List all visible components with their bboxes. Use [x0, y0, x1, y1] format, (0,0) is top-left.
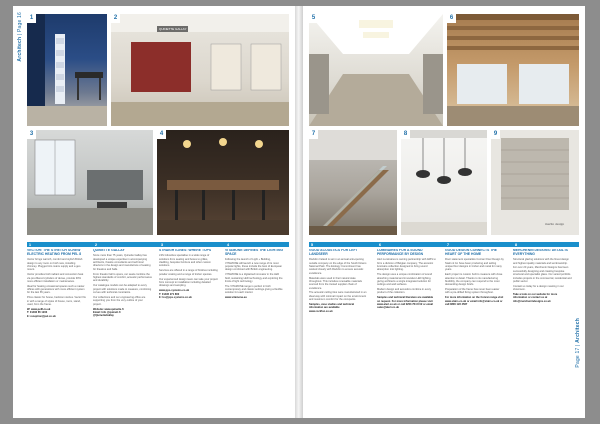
article-contact: Take a look on our website for more information or contact us at info@merchenindesigns.co.uk	[513, 293, 558, 303]
article-contact: W: www.pel8.co.uk T: 01483 85 1233 E: reception@pel.co.uk	[27, 308, 56, 318]
article-title: GOOD ACOUSTICS FOR LEFT LANDSEER	[309, 249, 358, 256]
photo-number: 7	[309, 130, 318, 139]
photo-number: 2	[111, 14, 120, 23]
article-paragraph: The VITAMONE range is perfect in both contemporary and classic settings giving a flexible solution for each interior.	[225, 284, 283, 295]
article-title: GOOD DESIGN CONNECTS THE HEART OF THE HOME	[445, 249, 497, 256]
article-contact: Samples, case studies and technical information are available www.rockfon.co.uk	[309, 303, 354, 313]
article-paragraph: Materials were used in their natural state throughout. This includes renewable materials sourced from the trusted supplier chain of excellence.	[309, 276, 362, 290]
article-paragraph: For over 20 years, Merchenin Designs has been successfully designing and creating bespoke structural and specialist glass. Our varied portfolio includes projects in the commercial, residential and public sector.	[513, 266, 572, 283]
article-paragraph: Modern design and acoustics combine in every product of the collection.	[377, 288, 432, 295]
article-paragraph: From theatre hall to opera, our seats combine the highest standards of comfort, acoustic performance and durability.	[93, 272, 152, 283]
photo-number: 5	[309, 14, 318, 23]
photo-4	[157, 130, 289, 235]
article-paragraph: Rockfon Ireland is set in an annual anti-opening outside company on the edge of the South Downs National Park. The Ecology Commitment has worked closely with Rockfon to ensure acoustic excellence.	[309, 258, 367, 275]
right-folio: Page 17 | Architech	[575, 318, 581, 368]
left-caption-band	[27, 242, 289, 247]
article-quinette	[93, 249, 152, 409]
article-title: STRAIGHTLINES: WHERE TOPS	[159, 249, 212, 252]
article-paragraph: Vector brings warmth, comfort and stylish British design to any room on both new, installing chimney. Plugged into mains supply and a geo mount.	[27, 258, 83, 272]
article-straightlines	[159, 249, 218, 409]
article-title: VITAMONE DEFINES THE LIGHTING SPACE	[225, 249, 284, 256]
article-title: MERCHENIN DESIGNS: DETAIL IS EVERYTHING	[513, 249, 568, 256]
article-paragraph: Ideal for heating occasional spaces such a master offices with generations with more efficient system for the last 65 years.	[27, 284, 85, 295]
lobby-scene	[27, 14, 107, 126]
article-rockfon	[309, 249, 368, 409]
gallery-scene	[111, 14, 289, 126]
band-number-4: 4	[226, 242, 230, 247]
photo-number: 9	[491, 130, 500, 139]
article-paragraph: Since more than 75 years, Quinette Gallay has developed a unique expertise in accompanying architects, theatre consultants and technical directors in the design and manufacture of seating for theatres and halls.	[93, 254, 151, 271]
article-paragraph: Our catalogue models can be adapted to every project with solutions made to measure, combining curves with technical constraints.	[93, 284, 152, 295]
article-paragraph: Services are offered in a range of finishes including powder coating and a range of timber species.	[159, 269, 218, 276]
gallery-overlay-label: QUINETTE GALLAY	[159, 27, 187, 31]
photo-number: 3	[27, 130, 36, 139]
article-paragraph: Each project is custom built to measure with close attention to detail. Thanks to its manufacturing flexibility, the company can respond to the most demanding design briefs.	[445, 273, 503, 287]
article-paragraph: Preparation of the frame has never been easier with a pre-drilled fixing system throughout.	[445, 288, 500, 295]
article-paragraph: Our experienced design team can take your project from concept to installation including detailed drawings and sampling.	[159, 277, 218, 288]
article-luminaires	[377, 249, 436, 409]
restaurant-scene	[157, 130, 289, 235]
book-spine	[295, 6, 303, 418]
photo-5	[309, 14, 443, 126]
article-paragraph: Contact us today for a design meeting in our showroom.	[513, 284, 564, 292]
article-vector	[27, 249, 86, 409]
article-paragraph: Structural glazing solutions with the finest design and highest quality materials and workmanship.	[513, 258, 569, 265]
photo-number: 8	[401, 130, 410, 139]
article-contact: www.vitamone.eu	[225, 296, 247, 300]
article-paragraph: Following the launch of Light + Building, VITAMONE will launch a new range of its most popular lights, these include the best of European design combined with British engineering.	[225, 258, 282, 272]
article-paragraph: Our collections and our engineering office are supporting you from the very outline of your project.	[93, 295, 146, 306]
article-title: QUINETTE GALLAY	[93, 249, 125, 252]
article-title: LUMINAIRES FOR A SOUND PERFORMANCE BY DESIGN	[377, 249, 424, 256]
article-paragraph: LSS Industries specialise in a wide range of solutions from seating and boxes to grilles, cladding, bespoke furniture and other custom solutions.	[159, 254, 211, 268]
article-paragraph: Alert Luminaires is owning partnership with ARIS to form a division of Belgian company, The acoustic luminaire collection designed to bring sound absorption into lighting.	[377, 258, 436, 272]
article-paragraph: VITAMONE is a digital-led innovator in the LED field, sustaining LED technology and exploring the limits of light technology.	[225, 273, 283, 283]
concrete-panel-scene	[491, 130, 579, 235]
article-contact: www.pps-systems.co.uk T: 01495 271 800 E: lss@pps-systems.co.uk	[159, 289, 192, 299]
photo-number: 1	[27, 14, 36, 23]
photo-number: 6	[447, 14, 456, 23]
article-paragraph: The design uses a unique combination of sound absorbing material and innovative LED lighting, giving architects a single integrated solution for ceilings and wall surfaces.	[377, 273, 433, 287]
photo-9	[491, 130, 579, 235]
right-caption-band	[309, 242, 579, 247]
article-merchenin	[513, 249, 572, 409]
band-number-5: 5	[310, 242, 314, 247]
left-page	[13, 6, 295, 418]
photo-number: 4	[157, 130, 166, 139]
room-scene	[27, 130, 153, 235]
article-contact: Samples and technical literature are available on request. For more information please visit www.alert.co.uk or call 0203 764 8 02 or email sales@alert.co.uk	[377, 296, 434, 310]
left-folio: Architech | Page 16	[17, 12, 23, 62]
band-number-7: 7	[446, 242, 450, 247]
right-page	[303, 6, 585, 418]
band-number-8: 8	[514, 242, 518, 247]
staircase-scene	[309, 130, 397, 235]
article-vitamone	[225, 249, 284, 409]
band-number-1: 1	[28, 242, 32, 247]
article-paragraph: Vector provides both radiant and convection heat via pre-filtered cylinders of dense, provide 30% more efficient installation or maintenance.	[27, 273, 84, 283]
band-number-6: 6	[378, 242, 382, 247]
article-good-design	[445, 249, 504, 409]
article-title: VECTOR: THE STRETCH SCREW ELECTRIC HEATING FROM PEL 8	[27, 249, 82, 256]
photo-6	[447, 14, 579, 126]
article-paragraph: Floor statement specialists Conran Floor Design by Stairs & Co have been producing and selling unique floor designs in timber and metal for many years.	[445, 258, 504, 272]
merlin-design-logo: merlin design	[545, 222, 565, 226]
article-paragraph: The acoustic ceiling tiles were manufactured in an ideal way with minimal impact on the environment and maximum comfort for the occupants.	[309, 291, 367, 302]
photo-7	[309, 130, 397, 235]
photo-1	[27, 14, 107, 126]
photo-3	[27, 130, 153, 235]
article-contact: For more information on the Conran range visit www.stairs.co.uk or email info@stairs.co.uk or call 0800 123 4567	[445, 296, 504, 307]
photo-2	[111, 14, 289, 126]
atrium-scene	[447, 14, 579, 126]
photo-8	[401, 130, 487, 235]
article-paragraph: Price classic for house, bedroom stories. Vector fits in with a range of styles of house, room, stand, used, from the frame.	[27, 296, 86, 307]
pendant-lights-scene	[401, 130, 487, 235]
band-number-3: 3	[160, 242, 164, 247]
corridor-scene	[309, 14, 443, 126]
article-contact: Website: www.quinette.fr Email: Info @quinett.fr @QuinetteGallay	[93, 307, 124, 318]
band-number-2: 2	[94, 242, 98, 247]
